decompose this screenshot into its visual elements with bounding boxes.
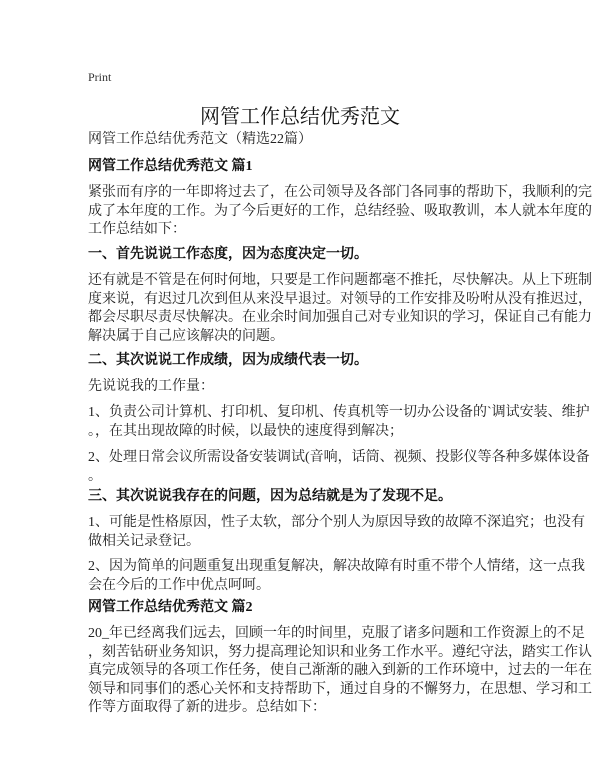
- text-line: 作等方面取得了新的进步。总结如下：: [88, 700, 326, 716]
- paragraph: [88, 184, 592, 240]
- text-line: 1、负责公司计算机、打印机、复印机、传真机等一切办公设备的`调试安装、维护: [88, 405, 590, 420]
- paragraph: [88, 514, 585, 551]
- text-line: 工作总结如下：: [88, 222, 186, 238]
- text-line: 。，在其出现故障的时候，以最快的速度得到解决；: [88, 423, 403, 439]
- paragraph: [88, 272, 592, 346]
- paragraph: [88, 449, 590, 486]
- text-line: 都会尽职尽责尽快解决。在业余时间加强自己对专业知识的学习，保证自己有能力: [88, 310, 592, 326]
- text-line: 20_年已经离我们远去，回顾一年的时间里，克服了诸多问题和工作资源上的不足: [88, 626, 585, 641]
- section-heading: [88, 352, 528, 371]
- text-line: 1、可能是性格原因，性子太软，部分个别人为原因导致的故障不深追究；也没有: [88, 515, 585, 530]
- text-line: 度来说，有迟过几次到但从来没早退过。对领导的工作安排及吩咐从没有推迟过，: [88, 291, 592, 307]
- section-heading: [88, 488, 528, 507]
- text-line: 做相关记录登记。: [88, 533, 200, 549]
- text-line: 真完成领导的各项工作任务，使自己渐渐的融入到新的工作环境中，过去的一年在: [88, 663, 592, 679]
- subtitle: 网管工作总结优秀范文（精选22篇）: [88, 132, 312, 147]
- paragraph: [88, 378, 528, 397]
- text-line: 二、其次说说工作成绩，因为成绩代表一切。: [88, 353, 368, 368]
- text-line: 网管工作总结优秀范文 篇1: [88, 159, 253, 174]
- text-line: 成了本年度的工作。为了今后更好的工作，总结经验、吸取教训，本人就本年度的: [88, 203, 592, 219]
- text-line: 解决属于自己应该解决的问题。: [88, 328, 284, 344]
- section-heading: [88, 599, 528, 618]
- paragraph: [88, 404, 590, 441]
- paragraph: [88, 625, 592, 718]
- page-title: 网管工作总结优秀范文: [200, 106, 400, 128]
- text-line: 领导和同事们的悉心关怀和支持帮助下，通过自身的不懈努力，在思想、学习和工: [88, 681, 592, 697]
- text-line: 会在今后的工作中优点呵呵。: [88, 577, 270, 593]
- paragraph: [88, 558, 585, 595]
- text-line: 三、其次说说我存在的问题，因为总结就是为了发现不足。: [88, 489, 452, 504]
- section-heading: [88, 246, 528, 265]
- text-line: 紧张而有序的一年即将过去了，在公司领导及各部门各同事的帮助下，我顺利的完: [88, 185, 592, 200]
- text-line: 网管工作总结优秀范文 篇2: [88, 600, 253, 615]
- text-line: 先说说我的工作量：: [88, 379, 214, 394]
- text-line: ，刻苦钻研业务知识，努力提高理论知识和业务工作水平。遵纪守法，踏实工作认: [88, 644, 592, 660]
- text-line: 一、首先说说工作态度，因为态度决定一切。: [88, 247, 368, 262]
- section-heading: [88, 158, 528, 177]
- text-line: 2、处理日常会议所需设备安装调试(音响，话筒、视频、投影仪等各种多媒体设备: [88, 450, 590, 465]
- text-line: 还有就是不管是在何时何地，只要是工作问题都毫不推托，尽快解决。从上下班制: [88, 273, 592, 288]
- text-line: 。: [88, 468, 102, 484]
- print-link[interactable]: Print: [88, 70, 112, 84]
- text-line: 2、因为简单的问题重复出现重复解决，解决故障有时重不带个人情绪，这一点我: [88, 559, 585, 574]
